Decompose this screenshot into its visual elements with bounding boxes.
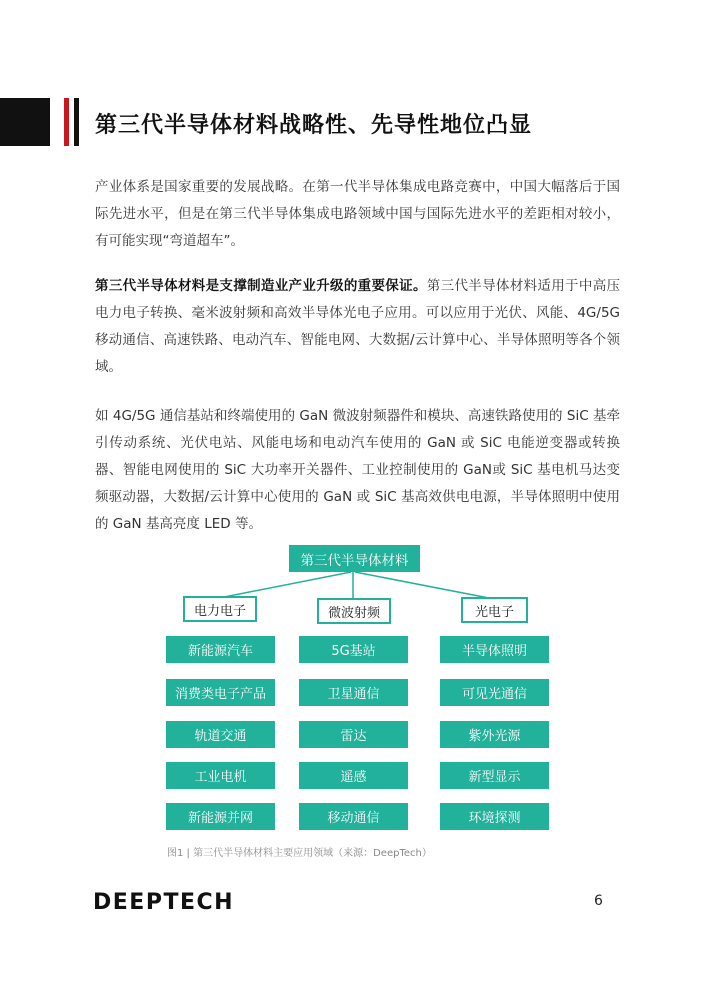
leaf-item: 移动通信 — [299, 803, 408, 830]
leaf-item: 环境探测 — [440, 803, 549, 830]
leaf-item: 消费类电子产品 — [166, 679, 275, 706]
deeptech-logo: DEEPTECH — [93, 890, 235, 915]
paragraph-1: 产业体系是国家重要的发展战略。在第一代半导体集成电路竞赛中，中国大幅落后于国际先进水平，但是在第三代半导体集成电路领域中国与国际先进水平的差距相对较小，有可能实现“弯道超车”。 — [95, 179, 620, 249]
header-black-block — [0, 98, 50, 146]
branch-power-electronics: 电力电子 — [183, 596, 257, 622]
connector-left — [214, 572, 351, 599]
paragraph-3: 如 4G/5G 通信基站和终端使用的 GaN 微波射频器件和模块、高速铁路使用的 SiC 基牵引传动系统、光伏电站、风能电场和电动汽车使用的 GaN 或 SiC 电能逆变器或转换器、智能电网使用的 SiC 大功率开关器件、工业控制使用的 GaN或 SiC 基电机马达变频驱动器，大数据/云计算中心使用的 GaN 或 SiC 基高效供电电源，半导体照明中使用的 GaN 基高亮度 LED 等。 — [95, 408, 620, 532]
leaf-item: 紫外光源 — [440, 721, 549, 748]
leaf-item: 轨道交通 — [166, 721, 275, 748]
header-red-bar — [64, 98, 69, 146]
paragraph-2-lead: 第三代半导体材料是支撑制造业产业升级的重要保证。 — [95, 278, 427, 294]
leaf-item: 可见光通信 — [440, 679, 549, 706]
leaf-item: 5G基站 — [299, 636, 408, 663]
diagram-root: 第三代半导体材料 — [289, 545, 420, 572]
leaf-item: 雷达 — [299, 721, 408, 748]
branch-optoelectronics: 光电子 — [461, 597, 528, 623]
page-number: 6 — [594, 893, 603, 909]
leaf-item: 遥感 — [299, 762, 408, 789]
figure-caption: 图1 | 第三代半导体材料主要应用领域（来源：DeepTech） — [167, 848, 432, 859]
header-black-bar — [74, 98, 79, 146]
section-title: 第三代半导体材料战略性、先导性地位凸显 — [95, 113, 533, 138]
connector-right — [355, 572, 494, 599]
leaf-item: 卫星通信 — [299, 679, 408, 706]
leaf-item: 新能源并网 — [166, 803, 275, 830]
leaf-item: 半导体照明 — [440, 636, 549, 663]
leaf-item: 新型显示 — [440, 762, 549, 789]
paragraph-2 — [95, 273, 620, 381]
paragraph-2-body: 第三代半导体材料适用于中高压电力电子转换、毫米波射频和高效半导体光电子应用。可以应用于光伏、风能、4G/5G 移动通信、高速铁路、电动汽车、智能电网、大数据/云计算中心、半导体照明等各个领域。 — [95, 278, 621, 375]
branch-microwave-rf: 微波射频 — [317, 598, 391, 624]
leaf-item: 新能源汽车 — [166, 636, 275, 663]
leaf-item: 工业电机 — [166, 762, 275, 789]
